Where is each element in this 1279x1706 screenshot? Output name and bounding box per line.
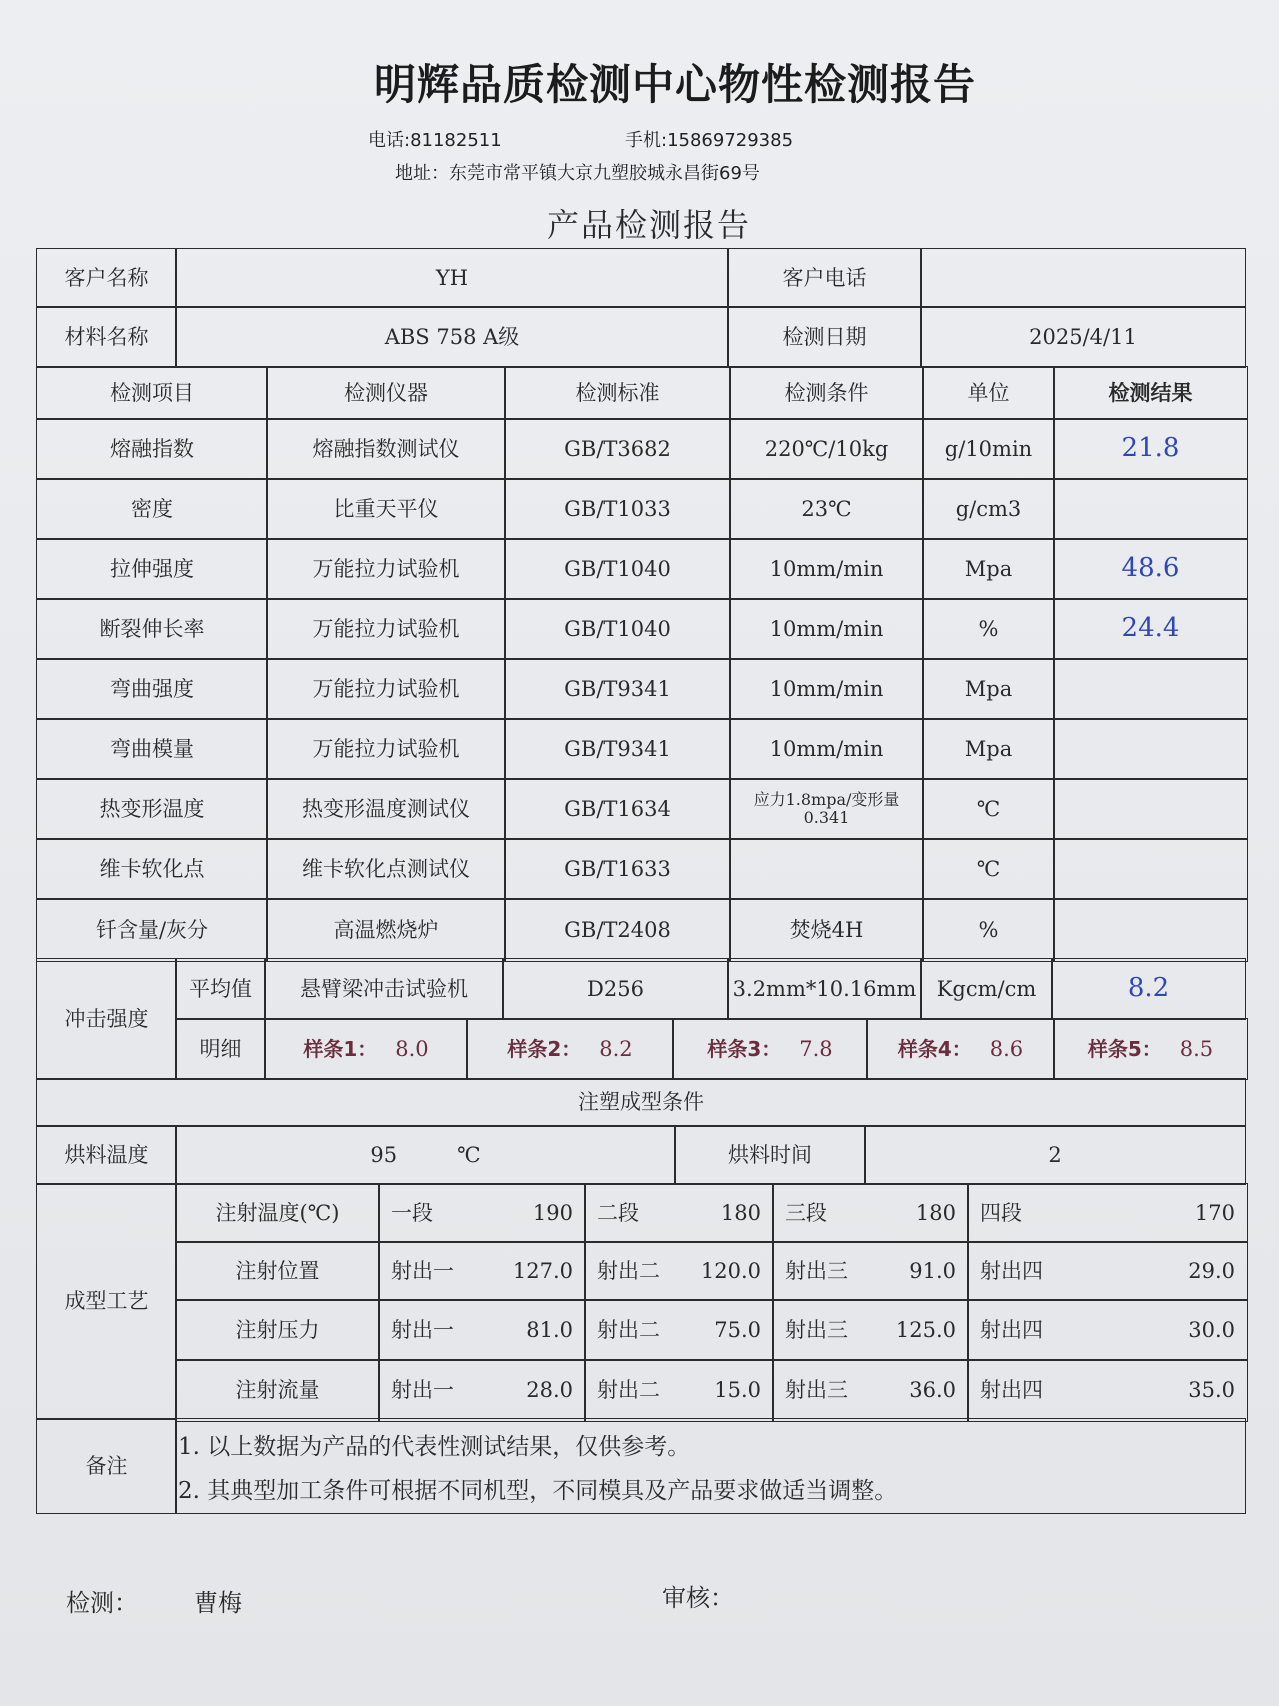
molding-cell-label: 一段	[391, 1200, 433, 1225]
drying-temperature-value	[175, 1125, 676, 1185]
table-cell-test-item: 热变形温度	[36, 778, 268, 840]
table-cell-unit: g/cm3	[922, 478, 1055, 540]
impact-sample-4	[866, 1018, 1055, 1080]
note-line-2: 2. 其典型加工条件可根据不同机型，不同模具及产品要求做适当调整。	[178, 1478, 898, 1504]
table-cell-test-item: 维卡软化点	[36, 838, 268, 900]
drying-temperature-unit: ℃	[457, 1142, 481, 1167]
molding-cell	[967, 1299, 1248, 1361]
sample-label: 样条5：	[1087, 1036, 1162, 1061]
table-cell-standard: GB/T9341	[504, 658, 731, 720]
table-cell-standard: GB/T1633	[504, 838, 731, 900]
molding-row-label: 注射流量	[175, 1359, 380, 1422]
sample-label: 样条1：	[303, 1036, 378, 1061]
table-cell-condition: 10mm/min	[729, 598, 924, 660]
table-cell-unit: ℃	[922, 778, 1055, 840]
molding-cell-label: 射出二	[597, 1258, 660, 1283]
table-cell-instrument: 万能拉力试验机	[266, 658, 506, 720]
impact-result: 8.2	[1051, 958, 1246, 1020]
table-cell-test-item: 弯曲模量	[36, 718, 268, 780]
molding-section-title: 注塑成型条件	[36, 1078, 1246, 1127]
customer-name-label: 客户名称	[36, 248, 177, 308]
molding-cell-value: 15.0	[714, 1378, 761, 1403]
molding-cell-value: 120.0	[700, 1258, 761, 1283]
column-header-condition: 检测条件	[729, 366, 924, 420]
sample-value: 8.6	[989, 1036, 1024, 1061]
molding-cell	[584, 1183, 774, 1243]
table-cell-instrument: 熔融指数测试仪	[266, 418, 506, 480]
molding-row-label: 注射压力	[175, 1299, 380, 1361]
condition-line-1: 应力1.8mpa/变形量	[753, 789, 900, 809]
table-cell-unit: Mpa	[922, 718, 1055, 780]
impact-condition: 3.2mm*10.16mm	[727, 958, 922, 1020]
table-cell-unit: Mpa	[922, 658, 1055, 720]
impact-strength-label: 冲击强度	[36, 958, 177, 1080]
table-cell-test-item: 断裂伸长率	[36, 598, 268, 660]
molding-cell-value: 91.0	[909, 1258, 956, 1283]
molding-cell	[772, 1299, 969, 1361]
table-cell-instrument: 比重天平仪	[266, 478, 506, 540]
molding-cell-value: 125.0	[895, 1317, 956, 1342]
table-cell-standard: GB/T2408	[504, 898, 731, 962]
table-cell-condition	[729, 838, 924, 900]
table-cell-test-item: 拉伸强度	[36, 538, 268, 600]
table-cell-unit: Mpa	[922, 538, 1055, 600]
table-cell-instrument: 热变形温度测试仪	[266, 778, 506, 840]
molding-cell-label: 射出四	[980, 1258, 1043, 1283]
material-name-label: 材料名称	[36, 306, 177, 368]
molding-row-label: 注射位置	[175, 1241, 380, 1301]
test-date-label: 检测日期	[727, 306, 922, 368]
table-cell-condition: 220℃/10kg	[729, 418, 924, 480]
molding-cell-label: 射出二	[597, 1378, 660, 1403]
reviewer-label: 审核：	[662, 1584, 734, 1612]
molding-cell-label: 射出三	[785, 1378, 848, 1403]
molding-cell-value: 180	[915, 1200, 956, 1225]
molding-cell-label: 射出四	[980, 1317, 1043, 1342]
table-cell-result	[1053, 718, 1248, 780]
molding-cell	[967, 1359, 1248, 1422]
table-cell-instrument: 高温燃烧炉	[266, 898, 506, 962]
sample-label: 样条3：	[707, 1036, 782, 1061]
tester-name: 曹梅	[194, 1589, 242, 1617]
table-cell-result	[1053, 838, 1248, 900]
molding-cell-value: 81.0	[526, 1317, 573, 1342]
table-cell-result	[1053, 778, 1248, 840]
notes-label: 备注	[36, 1418, 177, 1514]
molding-cell	[772, 1359, 969, 1422]
drying-temperature-label: 烘料温度	[36, 1125, 177, 1185]
sample-label: 样条4：	[897, 1036, 972, 1061]
table-cell-test-item: 密度	[36, 478, 268, 540]
impact-sample-2	[466, 1018, 674, 1080]
molding-cell-label: 四段	[980, 1200, 1022, 1225]
test-date-value: 2025/4/11	[920, 306, 1246, 368]
molding-cell	[584, 1241, 774, 1301]
table-cell-standard: GB/T1040	[504, 598, 731, 660]
impact-instrument: 悬臂梁冲击试验机	[264, 958, 504, 1020]
customer-phone-label: 客户电话	[727, 248, 922, 308]
table-cell-result: 48.6	[1053, 538, 1248, 600]
phone-number: 电话:81182511	[368, 130, 502, 151]
sample-value: 8.2	[599, 1036, 633, 1061]
table-cell-result	[1053, 658, 1248, 720]
molding-cell-value: 28.0	[526, 1378, 573, 1403]
molding-cell-label: 射出一	[391, 1258, 454, 1283]
table-cell-test-item: 弯曲强度	[36, 658, 268, 720]
impact-detail-label: 明细	[175, 1018, 266, 1080]
molding-cell	[378, 1359, 586, 1422]
molding-cell	[967, 1183, 1248, 1243]
table-cell-condition	[729, 778, 924, 840]
table-cell-test-item: 熔融指数	[36, 418, 268, 480]
molding-cell	[378, 1183, 586, 1243]
customer-name-value: YH	[175, 248, 729, 308]
column-header-test-item: 检测项目	[36, 366, 268, 420]
molding-cell	[772, 1241, 969, 1301]
address: 地址：东莞市常平镇大京九塑胶城永昌街69号	[395, 163, 760, 184]
molding-cell	[378, 1241, 586, 1301]
note-line-1: 1. 以上数据为产品的代表性测试结果，仅供参考。	[178, 1434, 691, 1460]
table-cell-instrument: 万能拉力试验机	[266, 538, 506, 600]
table-cell-result	[1053, 898, 1248, 962]
table-cell-standard: GB/T1040	[504, 538, 731, 600]
impact-unit: Kgcm/cm	[920, 958, 1053, 1020]
molding-cell-label: 射出一	[391, 1378, 454, 1403]
table-cell-result: 21.8	[1053, 418, 1248, 480]
molding-row-label: 注射温度(℃)	[175, 1183, 380, 1243]
molding-cell-value: 190	[532, 1200, 573, 1225]
molding-cell-label: 三段	[785, 1200, 827, 1225]
column-header-result: 检测结果	[1053, 366, 1248, 420]
tester-label: 检测：	[66, 1589, 138, 1617]
table-cell-result	[1053, 478, 1248, 540]
table-cell-standard: GB/T1033	[504, 478, 731, 540]
molding-cell-label: 射出一	[391, 1317, 454, 1342]
table-cell-unit: %	[922, 598, 1055, 660]
impact-standard: D256	[502, 958, 729, 1020]
impact-sample-1	[264, 1018, 468, 1080]
molding-cell	[378, 1299, 586, 1361]
table-cell-condition: 10mm/min	[729, 718, 924, 780]
molding-cell-value: 170	[1194, 1200, 1235, 1225]
molding-cell-value: 36.0	[909, 1378, 956, 1403]
molding-cell-label: 射出三	[785, 1258, 848, 1283]
molding-cell	[584, 1359, 774, 1422]
table-cell-instrument: 维卡软化点测试仪	[266, 838, 506, 900]
molding-cell-label: 射出四	[980, 1378, 1043, 1403]
condition-line-2: 0.341	[803, 808, 850, 827]
molding-cell-value: 30.0	[1188, 1317, 1235, 1342]
molding-cell-value: 35.0	[1188, 1378, 1235, 1403]
report-title: 明辉品质检测中心物性检测报告	[373, 60, 976, 109]
molding-cell-label: 射出三	[785, 1317, 848, 1342]
molding-cell-value: 127.0	[512, 1258, 573, 1283]
table-cell-standard: GB/T3682	[504, 418, 731, 480]
table-cell-test-item: 钎含量/灰分	[36, 898, 268, 962]
sample-value: 8.5	[1179, 1036, 1214, 1061]
molding-cell	[772, 1183, 969, 1243]
sample-label: 样条2：	[507, 1036, 582, 1061]
table-cell-condition: 焚烧4H	[729, 898, 924, 962]
customer-phone-value	[920, 248, 1246, 308]
molding-process-label: 成型工艺	[36, 1183, 177, 1420]
table-cell-instrument: 万能拉力试验机	[266, 598, 506, 660]
table-cell-standard: GB/T1634	[504, 778, 731, 840]
table-cell-condition: 10mm/min	[729, 658, 924, 720]
sample-value: 7.8	[799, 1036, 833, 1061]
molding-cell-value: 75.0	[714, 1317, 761, 1342]
column-header-unit: 单位	[922, 366, 1055, 420]
molding-cell-value: 29.0	[1188, 1258, 1235, 1283]
impact-sample-5	[1053, 1018, 1248, 1080]
table-cell-instrument: 万能拉力试验机	[266, 718, 506, 780]
molding-cell-label: 射出二	[597, 1317, 660, 1342]
molding-cell	[967, 1241, 1248, 1301]
column-header-instrument: 检测仪器	[266, 366, 506, 420]
drying-time-label: 烘料时间	[674, 1125, 866, 1185]
table-cell-condition: 10mm/min	[729, 538, 924, 600]
material-name-value: ABS 758 A级	[175, 306, 729, 368]
impact-sample-3	[672, 1018, 868, 1080]
sample-value: 8.0	[395, 1036, 429, 1061]
column-header-standard: 检测标准	[504, 366, 731, 420]
table-cell-result: 24.4	[1053, 598, 1248, 660]
impact-average-label: 平均值	[175, 958, 266, 1020]
molding-cell-label: 二段	[597, 1200, 639, 1225]
table-cell-standard: GB/T9341	[504, 718, 731, 780]
report-subtitle: 产品检测报告	[546, 206, 751, 244]
table-cell-unit: g/10min	[922, 418, 1055, 480]
table-cell-condition: 23℃	[729, 478, 924, 540]
drying-time-value: 2	[864, 1125, 1246, 1185]
molding-cell	[584, 1299, 774, 1361]
mobile-number: 手机:15869729385	[625, 130, 794, 151]
table-cell-unit: %	[922, 898, 1055, 962]
table-cell-unit: ℃	[922, 838, 1055, 900]
drying-temperature-number: 95	[370, 1142, 398, 1167]
molding-cell-value: 180	[720, 1200, 761, 1225]
